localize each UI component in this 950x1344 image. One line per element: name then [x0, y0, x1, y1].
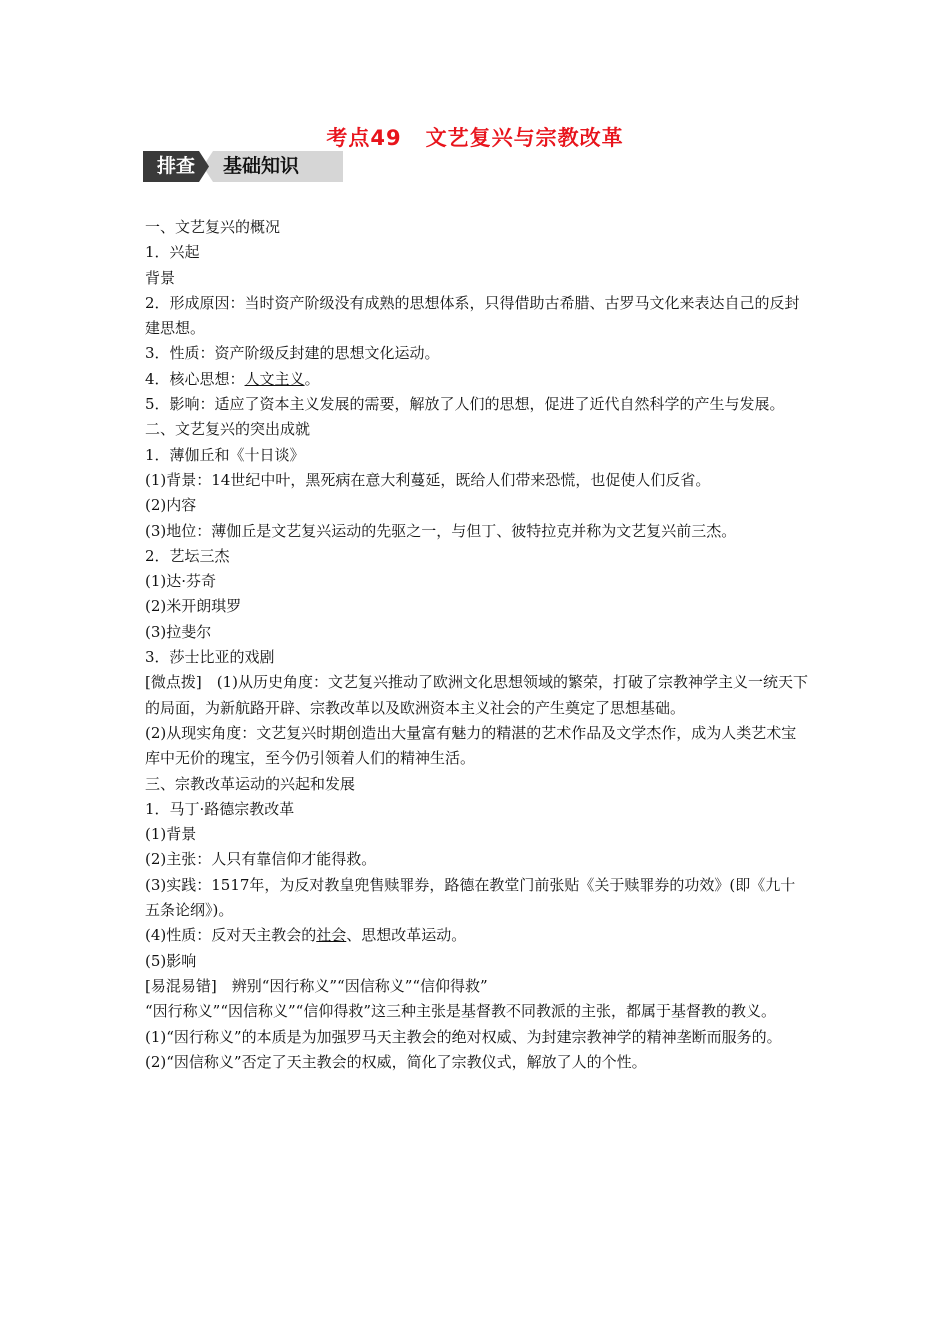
- banner-label: 基础知识: [223, 155, 300, 177]
- text-line: (2)从现实角度：文艺复兴时期创造出大量富有魅力的精湛的艺术作品及文学杰作，成为人类艺术宝库中无价的瑰宝，至今仍引领着人们的精神生活。: [145, 723, 797, 768]
- section-banner: [143, 151, 343, 182]
- section-heading-1: 一、文艺复兴的概况: [145, 218, 281, 236]
- banner-tag: 排查: [156, 155, 195, 177]
- text-line: 3．莎士比亚的戏剧: [145, 648, 275, 667]
- title-prefix: 考点49: [326, 126, 402, 150]
- text-line: (1)背景：14世纪中叶，黑死病在意大利蔓延，既给人们带来恐慌，也促使人们反省。: [145, 470, 711, 489]
- text-line: (1)“因行称义”的本质是为加强罗马天主教会的绝对权威、为封建宗教神学的精神垄断而服务的。: [145, 1027, 782, 1046]
- text-span: (4)性质：反对天主教会的: [145, 926, 317, 945]
- text-line: 2．艺坛三杰: [145, 546, 230, 565]
- text-line: 1．马丁·路德宗教改革: [145, 799, 295, 818]
- underlined-term: 人文主义: [244, 369, 305, 388]
- text-line: (2)内容: [145, 496, 197, 515]
- section-heading-2: 二、文艺复兴的突出成就: [145, 420, 311, 439]
- text-line: (1)达·芬奇: [145, 572, 217, 591]
- text-line: 5．影响：适应了资本主义发展的需要，解放了人们的思想，促进了近代自然科学的产生与发展。: [145, 395, 785, 414]
- text-line: 2．形成原因：当时资产阶级没有成熟的思想体系，只得借助古希腊、古罗马文化来表达自己的反封建思想。: [145, 293, 800, 338]
- text-line: [微点拨] (1)从历史角度：文艺复兴推动了欧洲文化思想领域的繁荣，打破了宗教神学主义一统天下的局面，为新航路开辟、宗教改革以及欧洲资本主义社会的产生奠定了思想基础。: [145, 673, 808, 717]
- text-line: (5)影响: [145, 951, 197, 970]
- text-line: (2)“因信称义”否定了天主教会的权威，简化了宗教仪式，解放了人的个性。: [145, 1052, 647, 1071]
- text-line: [易混易错] 辨别“因行称义”“因信称义”“信仰得救”: [145, 976, 488, 995]
- section-heading-3: 三、宗教改革运动的兴起和发展: [145, 774, 356, 793]
- text-line: (1)背景: [145, 825, 197, 844]
- text-line: 1．薄伽丘和《十日谈》: [145, 445, 305, 464]
- title-text: 文艺复兴与宗教改革: [425, 126, 624, 150]
- text-line: [145, 367, 810, 392]
- text-line: (3)拉斐尔: [145, 622, 212, 641]
- document-body: [145, 215, 810, 1075]
- text-line: (2)主张：人只有靠信仰才能得救。: [145, 850, 377, 869]
- page-title: [0, 122, 950, 152]
- text-line: 背景: [145, 268, 176, 287]
- text-span: 、思想改革运动。: [346, 926, 467, 945]
- text-span: 。: [304, 369, 320, 388]
- underlined-term: 社会: [316, 926, 347, 945]
- text-line: (2)米开朗琪罗: [145, 597, 242, 616]
- text-line: 3．性质：资产阶级反封建的思想文化运动。: [145, 344, 440, 363]
- text-line: “因行称义”“因信称义”“信仰得救”这三种主张是基督教不同教派的主张，都属于基督教的教义。: [145, 1002, 777, 1021]
- text-line: (3)实践：1517年，为反对教皇兜售赎罪券，路德在教堂门前张贴《关于赎罪券的功效》(即《九十五条论纲》)。: [145, 875, 796, 920]
- text-line: 1．兴起: [145, 243, 200, 262]
- text-line: (3)地位：薄伽丘是文艺复兴运动的先驱之一，与但丁、彼特拉克并称为文艺复兴前三杰。: [145, 521, 737, 540]
- text-line: [145, 923, 810, 948]
- text-span: 4．核心思想：: [145, 369, 245, 388]
